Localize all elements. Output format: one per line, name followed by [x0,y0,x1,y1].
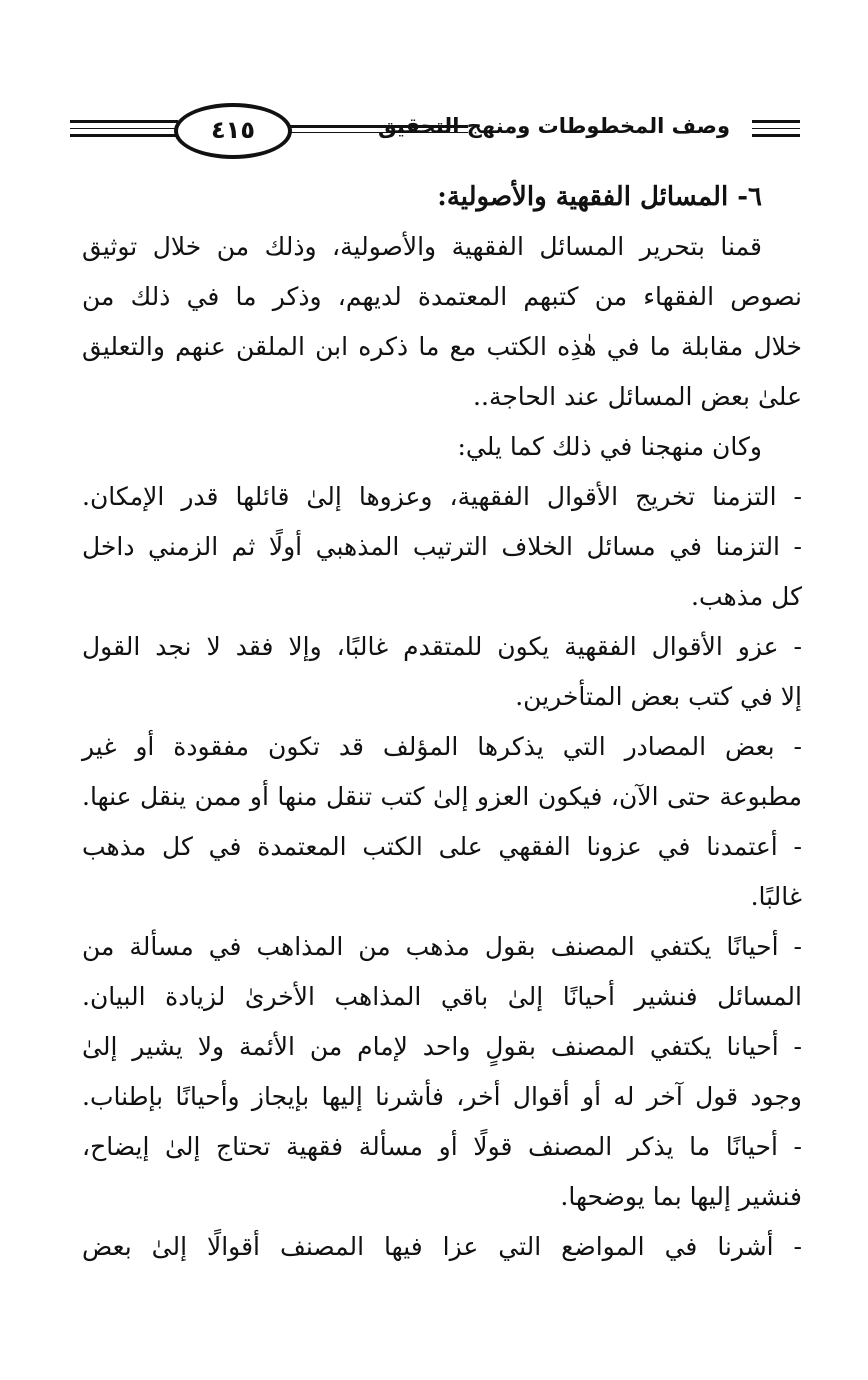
text-line: وكان منهجنا في ذلك كما يلي: [457,432,762,461]
page-body [82,172,802,1272]
text-line: - بعض المصادر التي يذكرها المؤلف قد تكون مفقودة أو غير [82,732,802,761]
text-line: - أحيانًا يكتفي المصنف بقول مذهب من المذاهب في مسألة من [82,932,802,961]
text-line: خلال مقابلة ما في هٰذِه الكتب مع ما ذكره ابن الملقن عنهم والتعليق [82,332,802,361]
header-rule-left-lower [70,134,178,137]
text-line: مطبوعة حتى الآن، فيكون العزو إلىٰ كتب تنقل منها أو ممن ينقل عنها. [82,782,802,811]
text-line: فنشير إليها بما يوضحها. [560,1182,802,1211]
text-line: المسائل فنشير أحيانًا إلىٰ باقي المذاهب الأخرىٰ لزيادة البيان. [82,982,802,1011]
text-line: - عزو الأقوال الفقهية يكون للمتقدم غالبًا، وإلا فقد لا نجد القول [82,632,802,661]
text-line: - التزمنا تخريج الأقوال الفقهية، وعزوها إلىٰ قائلها قدر الإمكان. [82,482,802,511]
header-rule-left-thin [70,128,178,129]
text-line: قمنا بتحرير المسائل الفقهية والأصولية، وذلك من خلال توثيق [82,232,762,261]
text-line: - أحيانًا ما يذكر المصنف قولًا أو مسألة فقهية تحتاج إلىٰ إيضاح، [82,1132,802,1161]
text-line: نصوص الفقهاء من كتبهم المعتمدة لديهم، وذكر ما في ذلك من [82,282,802,311]
running-title: وصف المخطوطات ومنهج التحقيق [377,114,730,138]
text-line: - أعتمدنا في عزونا الفقهي على الكتب المعتمدة في كل مذهب [82,832,802,861]
text-line: - أشرنا في المواضع التي عزا فيها المصنف أقوالًا إلىٰ بعض [82,1232,802,1261]
header-rule-right-thin [752,128,800,129]
text-line: - التزمنا في مسائل الخلاف الترتيب المذهبي أولًا ثم الزمني داخل [82,532,802,561]
page-number: ٤١٥ [211,116,255,144]
header-rule-right [752,120,800,123]
header-rule-left [70,120,178,123]
text-line: إلا في كتب بعض المتأخرين. [515,682,802,711]
text-line: كل مذهب. [691,582,802,611]
text-line: وجود قول آخر له أو أقوال أخر، فأشرنا إليها بإيجاز وأحيانًا بإطناب. [82,1082,802,1111]
page-header [70,96,800,166]
section-heading: ٦- المسائل الفقهية والأصولية: [437,182,762,212]
header-rule-right-lower [752,134,800,137]
text-line: - أحيانا يكتفي المصنف بقولٍ واحد لإمام من الأئمة ولا يشير إلىٰ [82,1032,802,1061]
text-line: علىٰ بعض المسائل عند الحاجة.. [473,382,802,411]
text-line: غالبًا. [750,882,802,911]
